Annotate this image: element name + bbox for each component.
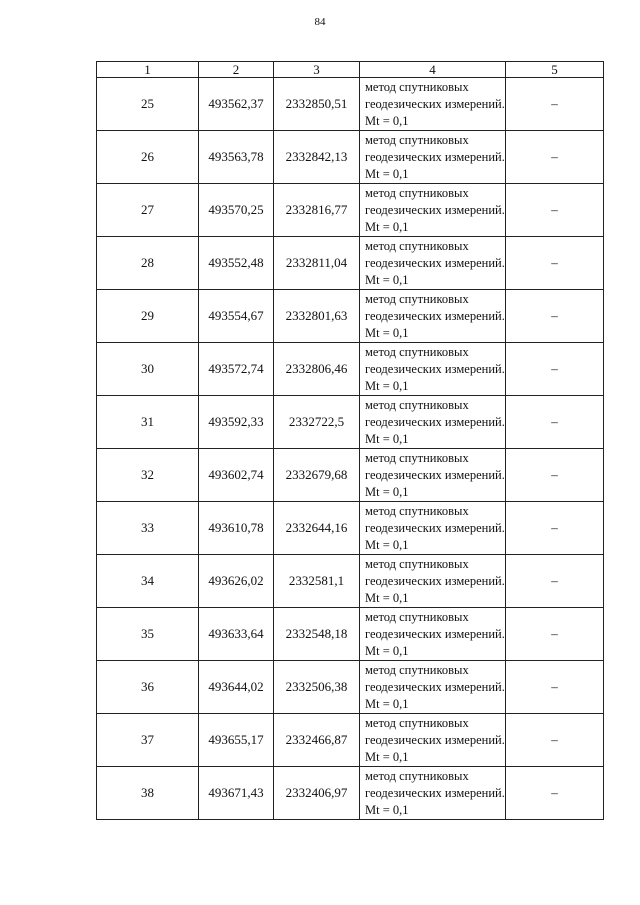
note-cell: –	[506, 78, 604, 131]
x-coordinate-cell: 493592,33	[199, 396, 274, 449]
table-row	[97, 78, 604, 131]
point-number-cell: 32	[97, 449, 199, 502]
point-number-cell: 37	[97, 714, 199, 767]
table-row	[97, 608, 604, 661]
point-number-cell: 35	[97, 608, 199, 661]
note-cell: –	[506, 396, 604, 449]
method-cell: метод спутниковых геодезических измерений. Mt = 0,1	[360, 290, 506, 343]
y-coordinate-cell: 2332406,97	[274, 767, 360, 820]
x-coordinate-cell: 493554,67	[199, 290, 274, 343]
y-coordinate-cell: 2332816,77	[274, 184, 360, 237]
x-coordinate-cell: 493562,37	[199, 78, 274, 131]
y-coordinate-cell: 2332466,87	[274, 714, 360, 767]
method-cell: метод спутниковых геодезических измерений. Mt = 0,1	[360, 343, 506, 396]
table-row	[97, 555, 604, 608]
y-coordinate-cell: 2332548,18	[274, 608, 360, 661]
note-cell: –	[506, 661, 604, 714]
method-cell: метод спутниковых геодезических измерений. Mt = 0,1	[360, 396, 506, 449]
method-cell: метод спутниковых геодезических измерений. Mt = 0,1	[360, 131, 506, 184]
table-row	[97, 502, 604, 555]
note-cell: –	[506, 502, 604, 555]
coordinates-table	[96, 61, 604, 820]
y-coordinate-cell: 2332644,16	[274, 502, 360, 555]
y-coordinate-cell: 2332806,46	[274, 343, 360, 396]
table-row	[97, 343, 604, 396]
column-header: 1	[97, 62, 199, 78]
method-cell: метод спутниковых геодезических измерений. Mt = 0,1	[360, 502, 506, 555]
point-number-cell: 36	[97, 661, 199, 714]
table-row	[97, 184, 604, 237]
y-coordinate-cell: 2332801,63	[274, 290, 360, 343]
y-coordinate-cell: 2332679,68	[274, 449, 360, 502]
method-cell: метод спутниковых геодезических измерений. Mt = 0,1	[360, 714, 506, 767]
table-row	[97, 767, 604, 820]
x-coordinate-cell: 493610,78	[199, 502, 274, 555]
note-cell: –	[506, 449, 604, 502]
x-coordinate-cell: 493633,64	[199, 608, 274, 661]
column-header: 4	[360, 62, 506, 78]
method-cell: метод спутниковых геодезических измерений. Mt = 0,1	[360, 449, 506, 502]
method-cell: метод спутниковых геодезических измерений. Mt = 0,1	[360, 608, 506, 661]
method-cell: метод спутниковых геодезических измерений. Mt = 0,1	[360, 184, 506, 237]
point-number-cell: 38	[97, 767, 199, 820]
x-coordinate-cell: 493655,17	[199, 714, 274, 767]
column-header: 2	[199, 62, 274, 78]
point-number-cell: 31	[97, 396, 199, 449]
method-cell: метод спутниковых геодезических измерений. Mt = 0,1	[360, 78, 506, 131]
point-number-cell: 33	[97, 502, 199, 555]
note-cell: –	[506, 184, 604, 237]
table-row	[97, 237, 604, 290]
method-cell: метод спутниковых геодезических измерений. Mt = 0,1	[360, 237, 506, 290]
column-header: 3	[274, 62, 360, 78]
table-row	[97, 290, 604, 343]
table-row	[97, 396, 604, 449]
table-row	[97, 131, 604, 184]
column-header: 5	[506, 62, 604, 78]
x-coordinate-cell: 493563,78	[199, 131, 274, 184]
x-coordinate-cell: 493644,02	[199, 661, 274, 714]
y-coordinate-cell: 2332581,1	[274, 555, 360, 608]
method-cell: метод спутниковых геодезических измерений. Mt = 0,1	[360, 555, 506, 608]
page-number: 84	[314, 16, 326, 28]
note-cell: –	[506, 555, 604, 608]
note-cell: –	[506, 608, 604, 661]
table-header-row	[97, 62, 604, 78]
y-coordinate-cell: 2332722,5	[274, 396, 360, 449]
y-coordinate-cell: 2332506,38	[274, 661, 360, 714]
note-cell: –	[506, 237, 604, 290]
x-coordinate-cell: 493552,48	[199, 237, 274, 290]
y-coordinate-cell: 2332811,04	[274, 237, 360, 290]
x-coordinate-cell: 493671,43	[199, 767, 274, 820]
x-coordinate-cell: 493572,74	[199, 343, 274, 396]
table-row	[97, 661, 604, 714]
method-cell: метод спутниковых геодезических измерений. Mt = 0,1	[360, 661, 506, 714]
note-cell: –	[506, 767, 604, 820]
point-number-cell: 27	[97, 184, 199, 237]
table-row	[97, 449, 604, 502]
x-coordinate-cell: 493626,02	[199, 555, 274, 608]
point-number-cell: 28	[97, 237, 199, 290]
point-number-cell: 29	[97, 290, 199, 343]
x-coordinate-cell: 493602,74	[199, 449, 274, 502]
point-number-cell: 34	[97, 555, 199, 608]
note-cell: –	[506, 714, 604, 767]
y-coordinate-cell: 2332842,13	[274, 131, 360, 184]
table-row	[97, 714, 604, 767]
note-cell: –	[506, 290, 604, 343]
method-cell: метод спутниковых геодезических измерений. Mt = 0,1	[360, 767, 506, 820]
x-coordinate-cell: 493570,25	[199, 184, 274, 237]
note-cell: –	[506, 131, 604, 184]
y-coordinate-cell: 2332850,51	[274, 78, 360, 131]
point-number-cell: 26	[97, 131, 199, 184]
note-cell: –	[506, 343, 604, 396]
point-number-cell: 25	[97, 78, 199, 131]
point-number-cell: 30	[97, 343, 199, 396]
